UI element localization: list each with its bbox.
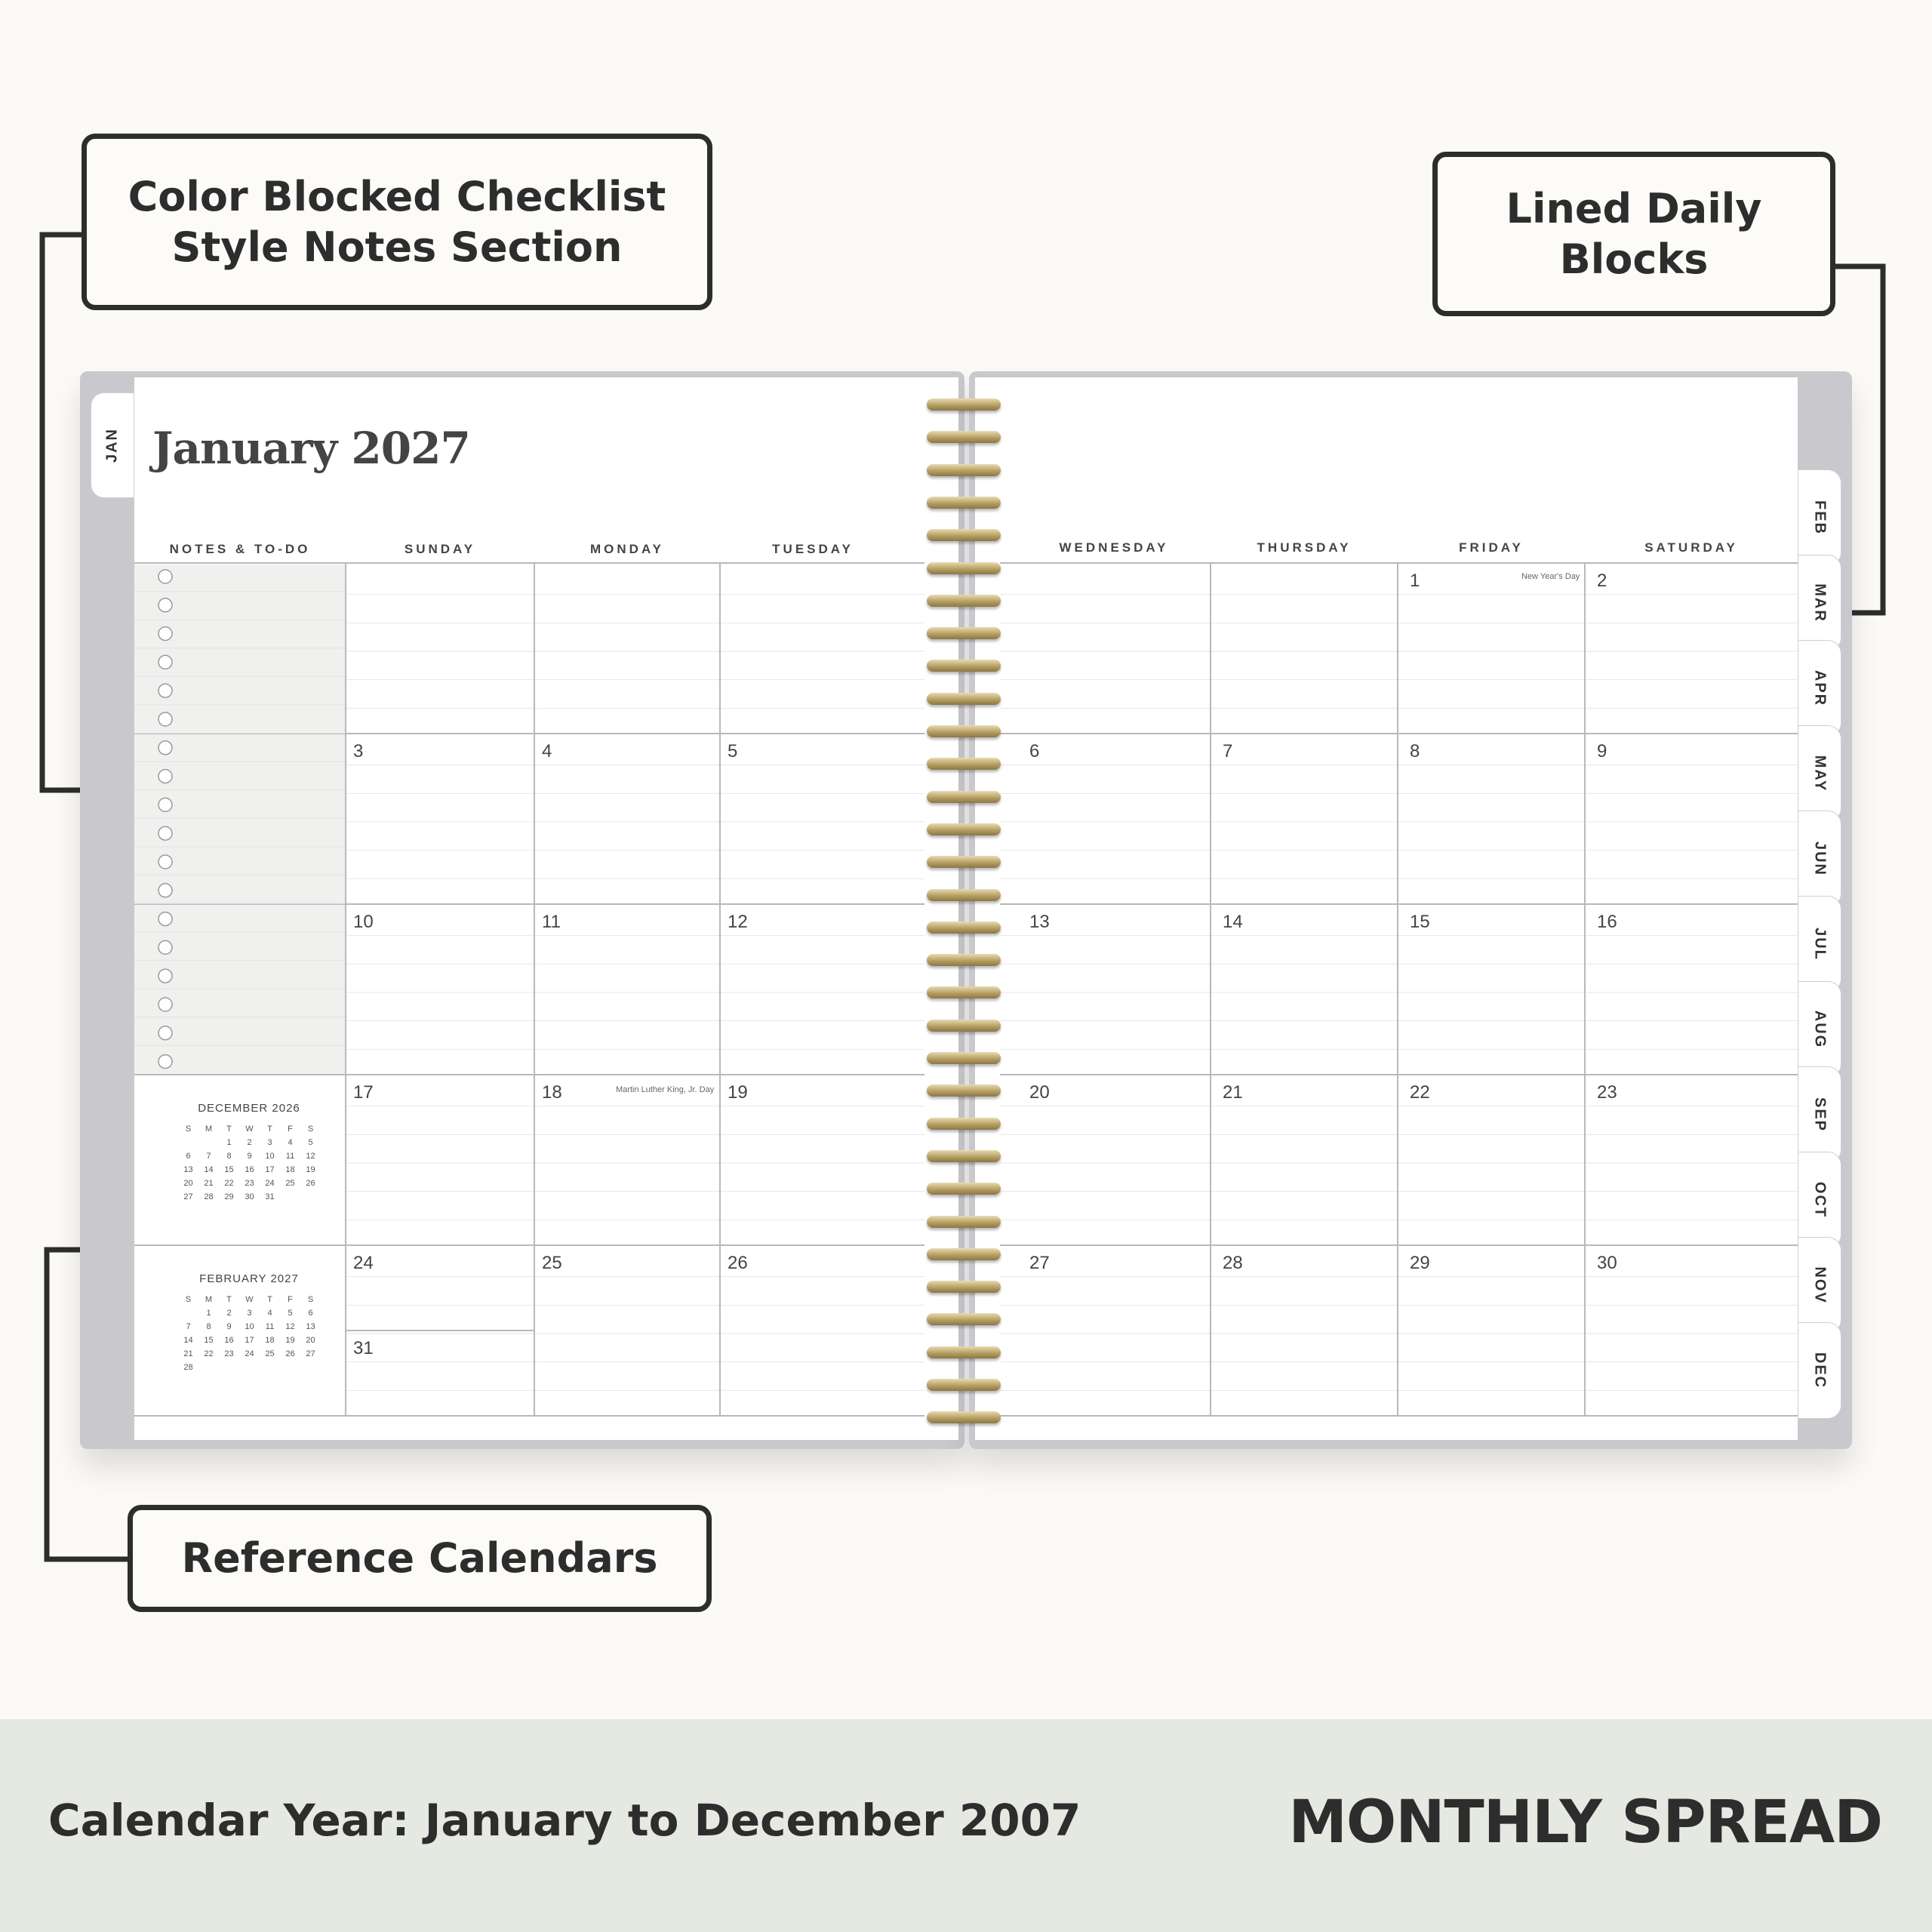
tab-sep[interactable] (1798, 1066, 1841, 1163)
checklist-checkbox[interactable] (158, 712, 172, 726)
tab-nov[interactable] (1798, 1237, 1841, 1334)
spiral-ring (927, 758, 1001, 770)
mini-weekday: F (288, 1124, 293, 1134)
month-title: January 2027 (152, 423, 470, 474)
spiral-ring (927, 856, 1001, 868)
mini-calendar-week (178, 1192, 321, 1201)
checklist-checkbox[interactable] (158, 684, 172, 697)
mini-day (239, 1363, 260, 1372)
footer-spread-title: MONTHLY SPREAD (1288, 1789, 1882, 1857)
day-number: 30 (1597, 1253, 1617, 1273)
mini-day: 22 (204, 1349, 214, 1358)
day-number: 23 (1597, 1082, 1617, 1103)
mini-day: 14 (204, 1165, 214, 1174)
tab-apr-label: APR (1811, 669, 1829, 707)
mini-day: 15 (224, 1165, 234, 1174)
mini-calendar-week (178, 1179, 321, 1188)
mini-day: 20 (183, 1179, 193, 1188)
spiral-ring (927, 431, 1001, 443)
mini-weekday: T (226, 1124, 232, 1134)
mini-weekday: S (185, 1124, 192, 1134)
checklist-checkbox[interactable] (158, 598, 172, 612)
mini-day: 25 (285, 1179, 295, 1188)
mini-calendar-week (178, 1309, 321, 1318)
day-header-thursday: THURSDAY (1257, 540, 1352, 555)
day-number: 3 (353, 741, 364, 761)
mini-day: 6 (308, 1309, 313, 1318)
tab-oct[interactable] (1798, 1152, 1841, 1248)
checklist-checkbox[interactable] (158, 940, 172, 954)
checklist-checkbox[interactable] (158, 912, 172, 926)
mini-day: 6 (186, 1152, 191, 1161)
mini-calendar-week (178, 1165, 321, 1174)
mini-day: 8 (206, 1322, 211, 1331)
mini-day: 8 (226, 1152, 232, 1161)
mini-day (300, 1363, 321, 1372)
mini-weekday: F (288, 1295, 293, 1304)
spiral-ring (927, 1084, 1001, 1097)
mini-day: 16 (224, 1336, 234, 1345)
day-number: 21 (1223, 1082, 1243, 1103)
spiral-ring (927, 791, 1001, 803)
day-number: 10 (353, 912, 374, 932)
spiral-ring (927, 1379, 1001, 1391)
checklist-checkbox[interactable] (158, 998, 172, 1011)
tab-sep-label: SEP (1811, 1097, 1829, 1133)
mini-calendar-week (178, 1152, 321, 1161)
tab-dec-label: DEC (1811, 1352, 1829, 1389)
day-number: 14 (1223, 912, 1243, 932)
mini-calendar-weekdays (178, 1295, 321, 1304)
checklist-checkbox[interactable] (158, 969, 172, 983)
mini-day: 9 (247, 1152, 252, 1161)
tab-jan-label: JAN (103, 427, 121, 463)
mini-day: 13 (183, 1165, 193, 1174)
tab-jul[interactable] (1798, 896, 1841, 992)
tab-may-label: MAY (1811, 755, 1829, 792)
mini-day (219, 1363, 239, 1372)
mini-day: 21 (183, 1349, 193, 1358)
mini-day: 11 (285, 1152, 295, 1161)
checklist-checkbox[interactable] (158, 798, 172, 811)
spiral-ring (927, 627, 1001, 639)
checklist-checkbox[interactable] (158, 627, 172, 641)
day-number: 15 (1410, 912, 1430, 932)
spiral-ring (927, 725, 1001, 737)
checklist-checkbox[interactable] (158, 826, 172, 840)
spiral-ring (927, 1052, 1001, 1064)
mini-calendar-week (178, 1138, 321, 1147)
mini-calendar-week (178, 1322, 321, 1331)
callout-reference-text: Reference Calendars (181, 1534, 658, 1583)
day-number: 7 (1223, 741, 1233, 761)
mini-day: 27 (306, 1349, 315, 1358)
day-number: 27 (1029, 1253, 1050, 1273)
mini-day: 20 (306, 1336, 315, 1345)
mini-day: 28 (204, 1192, 214, 1201)
spiral-ring (927, 464, 1001, 476)
mini-day: 5 (308, 1138, 313, 1147)
spiral-ring (927, 1281, 1001, 1293)
mini-weekday: M (205, 1295, 213, 1304)
mini-day: 12 (306, 1152, 315, 1161)
spiral-ring (927, 1411, 1001, 1423)
mini-day: 2 (226, 1309, 232, 1318)
checklist-checkbox[interactable] (158, 741, 172, 755)
mini-day: 30 (245, 1192, 254, 1201)
tab-aug[interactable] (1798, 981, 1841, 1078)
mini-weekday: T (226, 1295, 232, 1304)
mini-day: 11 (265, 1322, 275, 1331)
day-number: 26 (728, 1253, 748, 1273)
spiral-ring (927, 1216, 1001, 1228)
holiday-mlk: Martin Luther King, Jr. Day (616, 1085, 715, 1094)
mini-day: 7 (206, 1152, 211, 1161)
notes-header: NOTES & TO-DO (169, 542, 311, 556)
mini-day: 16 (245, 1165, 254, 1174)
mini-day (198, 1138, 219, 1147)
day-number: 18 (542, 1082, 562, 1103)
mini-day: 24 (245, 1349, 254, 1358)
footer-calendar-year: Calendar Year: January to December 2007 (48, 1795, 1081, 1846)
mini-weekday: W (245, 1124, 254, 1134)
day-number: 6 (1029, 741, 1040, 761)
mini-day (280, 1192, 300, 1201)
spiral-ring (927, 1118, 1001, 1130)
mini-day (280, 1363, 300, 1372)
mini-calendar-week (178, 1336, 321, 1345)
day-header-monday: MONDAY (590, 542, 664, 556)
mini-weekday: W (245, 1295, 254, 1304)
day-number: 4 (542, 741, 552, 761)
checklist-checkbox[interactable] (158, 1026, 172, 1040)
day-number: 2 (1597, 571, 1607, 591)
day-number: 19 (728, 1082, 748, 1103)
mini-day: 25 (265, 1349, 275, 1358)
day-number: 5 (728, 741, 738, 761)
mini-day: 7 (186, 1322, 191, 1331)
mini-day: 29 (224, 1192, 234, 1201)
spiral-ring (927, 823, 1001, 835)
spiral-ring (927, 1346, 1001, 1358)
mini-day: 28 (183, 1363, 193, 1372)
mini-day: 3 (267, 1138, 272, 1147)
checklist-checkbox[interactable] (158, 655, 172, 669)
mini-day: 19 (306, 1165, 315, 1174)
day-number: 1 (1410, 571, 1420, 591)
mini-day: 14 (183, 1336, 193, 1345)
mini-day: 15 (204, 1336, 214, 1345)
day-number: 16 (1597, 912, 1617, 932)
mini-day: 19 (285, 1336, 295, 1345)
day-number: 28 (1223, 1253, 1243, 1273)
mini-day: 10 (265, 1152, 275, 1161)
tab-feb[interactable] (1798, 469, 1841, 566)
tab-jun[interactable] (1798, 811, 1841, 907)
mini-calendar-weekdays (178, 1124, 321, 1134)
mini-day: 18 (265, 1336, 275, 1345)
spiral-ring (927, 1313, 1001, 1325)
mini-day (198, 1363, 219, 1372)
mini-day (260, 1363, 280, 1372)
mini-day: 26 (285, 1349, 295, 1358)
mini-day (178, 1138, 198, 1147)
spiral-ring (927, 529, 1001, 541)
mini-day: 4 (288, 1138, 293, 1147)
callout-lined-text: Lined Daily Blocks (1506, 184, 1762, 283)
day-number: 17 (353, 1082, 374, 1103)
spiral-ring (927, 1150, 1001, 1162)
mini-day: 23 (224, 1349, 234, 1358)
checklist-checkbox[interactable] (158, 1055, 172, 1069)
mini-day: 21 (204, 1179, 214, 1188)
spiral-ring (927, 562, 1001, 574)
mini-day: 17 (245, 1336, 254, 1345)
mini-day: 2 (247, 1138, 252, 1147)
spiral-ring (927, 595, 1001, 607)
spiral-ring (927, 398, 1001, 411)
mini-day: 17 (265, 1165, 275, 1174)
day-number: 8 (1410, 741, 1420, 761)
day-number: 13 (1029, 912, 1050, 932)
mini-calendar-week (178, 1363, 321, 1372)
mini-day (300, 1192, 321, 1201)
mini-weekday: T (267, 1124, 272, 1134)
checklist-checkbox[interactable] (158, 570, 172, 583)
tab-feb-label: FEB (1811, 500, 1829, 535)
mini-weekday: S (307, 1124, 314, 1134)
callout-notes-text: Color Blocked Checklist Style Notes Section (128, 172, 666, 271)
holiday-new-years: New Year's Day (1521, 572, 1580, 581)
day-number: 25 (542, 1253, 562, 1273)
mini-day: 23 (245, 1179, 254, 1188)
mini-day: 4 (267, 1309, 272, 1318)
mini-day: 5 (288, 1309, 293, 1318)
tab-mar[interactable] (1798, 555, 1841, 651)
mini-day: 27 (183, 1192, 193, 1201)
mini-weekday: M (205, 1124, 213, 1134)
mini-day: 1 (206, 1309, 211, 1318)
mini-day: 1 (226, 1138, 232, 1147)
day-number: 29 (1410, 1253, 1430, 1273)
day-header-wednesday: WEDNESDAY (1059, 540, 1169, 555)
mini-day: 12 (285, 1322, 295, 1331)
mini-day: 18 (285, 1165, 295, 1174)
day-header-friday: FRIDAY (1459, 540, 1524, 555)
spiral-ring (927, 693, 1001, 705)
spiral-ring (927, 497, 1001, 509)
day-number: 12 (728, 912, 748, 932)
spiral-ring (927, 1020, 1001, 1032)
checklist-checkbox[interactable] (158, 884, 172, 897)
checklist-checkbox[interactable] (158, 855, 172, 869)
day-number: 11 (542, 912, 561, 932)
mini-day: 10 (245, 1322, 254, 1331)
tab-jan[interactable] (91, 392, 134, 498)
spiral-ring (927, 660, 1001, 672)
day-number: 20 (1029, 1082, 1050, 1103)
mini-day: 22 (224, 1179, 234, 1188)
tab-may[interactable] (1798, 725, 1841, 822)
day-header-saturday: SATURDAY (1644, 540, 1738, 555)
checklist-checkbox[interactable] (158, 770, 172, 783)
mini-calendar-title: DECEMBER 2026 (198, 1102, 300, 1115)
tab-mar-label: MAR (1811, 583, 1829, 623)
day-number: 24 (353, 1253, 374, 1273)
mini-day: 13 (306, 1322, 315, 1331)
mini-weekday: T (267, 1295, 272, 1304)
day-header-tuesday: TUESDAY (772, 542, 854, 556)
mini-day: 9 (226, 1322, 232, 1331)
spiral-ring (927, 954, 1001, 966)
tab-oct-label: OCT (1811, 1181, 1829, 1219)
mini-calendar-title: FEBRUARY 2027 (199, 1272, 299, 1285)
day-number: 22 (1410, 1082, 1430, 1103)
mini-day: 26 (306, 1179, 315, 1188)
tab-dec[interactable] (1798, 1322, 1841, 1419)
tab-aug-label: AUG (1811, 1010, 1829, 1049)
mini-weekday: S (307, 1295, 314, 1304)
mini-day (178, 1309, 198, 1318)
mini-day: 24 (265, 1179, 275, 1188)
mini-day: 3 (247, 1309, 252, 1318)
mini-weekday: S (185, 1295, 192, 1304)
day-number: 31 (353, 1338, 374, 1358)
tab-nov-label: NOV (1811, 1266, 1829, 1304)
day-header-sunday: SUNDAY (404, 542, 476, 556)
mini-day: 31 (265, 1192, 275, 1201)
tab-jun-label: JUN (1811, 841, 1829, 877)
day-number: 9 (1597, 741, 1607, 761)
tab-jul-label: JUL (1811, 928, 1829, 961)
tab-apr[interactable] (1798, 640, 1841, 737)
spiral-ring (927, 889, 1001, 901)
spiral-ring (927, 986, 1001, 998)
spiral-ring (927, 1248, 1001, 1260)
spiral-ring (927, 921, 1001, 934)
spiral-ring (927, 1183, 1001, 1195)
mini-calendar-week (178, 1349, 321, 1358)
